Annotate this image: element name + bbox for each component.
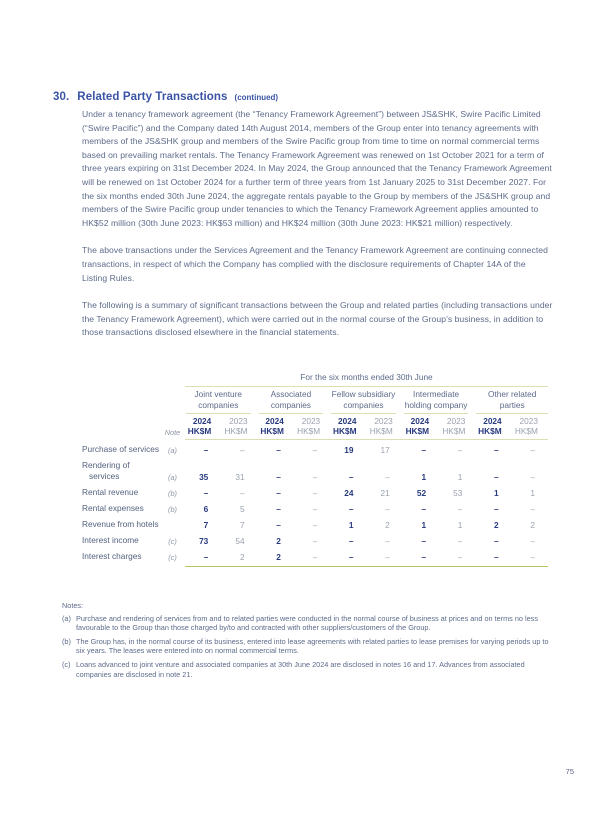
- column-group-label: Fellow subsidiary companies: [331, 387, 396, 414]
- year-header: [330, 414, 366, 439]
- row-label: Interest charges: [82, 551, 142, 561]
- table-row: [82, 501, 548, 517]
- value-cell: 7: [239, 520, 245, 530]
- value-cell: –: [494, 552, 499, 562]
- value-cell: 1: [494, 488, 499, 498]
- value-cell: –: [348, 552, 354, 562]
- value-cell: 17: [380, 445, 390, 455]
- value-cell: –: [203, 445, 209, 455]
- value-cell: –: [312, 504, 318, 514]
- value-cell: –: [385, 504, 390, 514]
- value-cell: 31: [235, 472, 245, 482]
- value-cell: –: [276, 445, 281, 455]
- year-label: 2023: [301, 416, 321, 426]
- value-cell: 2: [385, 520, 390, 530]
- value-cell: 73: [199, 536, 209, 546]
- value-cell: –: [530, 536, 535, 546]
- value-cell: 6: [203, 504, 209, 514]
- value-cell: 2: [494, 520, 499, 530]
- value-cell: 5: [239, 504, 245, 514]
- row-note-ref: (b): [168, 489, 177, 498]
- row-label: Purchase of services: [82, 444, 160, 454]
- note-text: Purchase and rendering of services from and to related parties were conducted in the normal course of business at prices and on terms no less favourable to the Group than those charged by/to and contracted with other suppliers/customers of the Group.: [76, 613, 538, 633]
- table-row: [82, 533, 548, 549]
- value-cell: –: [385, 552, 390, 562]
- value-cell: –: [457, 536, 463, 546]
- value-cell: –: [530, 552, 535, 562]
- column-group-label: Associated companies: [259, 387, 324, 414]
- value-cell: –: [239, 445, 245, 455]
- year-label: 2023: [519, 416, 538, 426]
- row-label: Rendering of services: [82, 460, 130, 481]
- value-cell: 52: [416, 488, 427, 498]
- note-text: The Group has, in the normal course of its business, entered into lease agreements with related parties to lease premises for varying periods up to six years. The leases were entered into on normal commercial terms.: [76, 636, 549, 656]
- unit-label: HK$M: [405, 426, 430, 436]
- value-cell: –: [494, 536, 499, 546]
- table-bottom-rule: [185, 566, 548, 567]
- value-cell: –: [457, 552, 463, 562]
- year-header: [294, 414, 330, 439]
- year-label: 2023: [446, 416, 466, 426]
- value-cell: 24: [344, 488, 354, 498]
- column-group-label: Other related parties: [476, 387, 548, 414]
- value-cell: –: [385, 536, 390, 546]
- value-cell: 1: [421, 520, 427, 530]
- notes-section: [62, 601, 550, 683]
- body-paragraphs: [82, 108, 553, 354]
- notes-title: Notes:: [62, 601, 84, 610]
- year-header: [366, 414, 402, 439]
- value-cell: –: [494, 445, 499, 455]
- value-cell: –: [276, 520, 281, 530]
- value-cell: –: [530, 445, 535, 455]
- unit-label: HK$M: [260, 426, 284, 436]
- year-header: [403, 414, 439, 439]
- value-cell: 53: [453, 488, 463, 498]
- value-cell: 1: [457, 520, 463, 530]
- page-number: 75: [565, 767, 574, 776]
- value-cell: –: [239, 488, 245, 498]
- value-cell: 1: [421, 472, 427, 482]
- value-cell: –: [421, 445, 427, 455]
- section-heading: [53, 91, 278, 103]
- unit-label: HK$M: [514, 426, 538, 436]
- value-cell: 2: [276, 552, 281, 562]
- column-group-header: [475, 387, 548, 414]
- value-cell: 7: [203, 520, 209, 530]
- column-group-header: [258, 387, 331, 414]
- note-ref: (a): [62, 613, 71, 623]
- year-label: 2023: [229, 416, 248, 426]
- year-label: 2023: [374, 416, 393, 426]
- table-body: [82, 440, 548, 565]
- paragraph: Under a tenancy framework agreement (the “Tenancy Framework Agreement”) between JS&SHK, Swire Pacific Limited (“Swire Pacific”) and the Company dated 14th August 2014, members of the Group enter into tenancy agreements with members of the JS&SHK group and members of the Swire Pacific group from time to time on normal commercial terms based on prevailing market rentals. The Tenancy Framework Agreement was renewed on 1st October 2021 for a term of three years expiring on 31st December 2024. In May 2024, the Group announced that the Tenancy Framework Agreement will be renewed on 1st October 2024 for a further term of three years from 1st January 2025 to 31st December 2027. For the six months ended 30th June 2024, the aggregate rentals payable to the Group by members of the JS&SHK group and members of the Swire Pacific group under tenancies to which the Tenancy Framework Agreement applies amounted to HK$52 million (30th June 2023: HK$53 million) and HK$24 million (30th June 2023: HK$21 million) respectively.: [82, 109, 552, 228]
- year-header: [185, 414, 221, 439]
- row-label: Interest income: [82, 535, 139, 545]
- row-note-ref: (a): [168, 473, 177, 482]
- row-note-ref: [160, 528, 185, 533]
- table-row: [82, 549, 548, 565]
- unit-label: HK$M: [478, 426, 502, 436]
- value-cell: –: [530, 504, 535, 514]
- year-label: 2024: [265, 416, 284, 426]
- value-cell: –: [421, 504, 427, 514]
- section-number: 30.: [53, 91, 70, 103]
- unit-label: HK$M: [442, 426, 466, 436]
- value-cell: 2: [530, 520, 535, 530]
- value-cell: 21: [380, 488, 390, 498]
- value-cell: 1: [530, 488, 535, 498]
- value-cell: 2: [239, 552, 245, 562]
- unit-label: HK$M: [187, 426, 212, 436]
- notes-items: [62, 614, 550, 680]
- unit-label: HK$M: [332, 426, 357, 436]
- value-cell: –: [385, 472, 390, 482]
- note-column-header: Note: [164, 428, 181, 437]
- table-row: [82, 458, 548, 485]
- note-item: [62, 614, 550, 633]
- table-years-row: [82, 414, 548, 439]
- note-item: [62, 637, 550, 656]
- unit-label: HK$M: [369, 426, 393, 436]
- row-note-ref: (c): [168, 537, 177, 546]
- value-cell: 1: [348, 520, 354, 530]
- section-title: Related Party Transactions: [77, 91, 228, 103]
- column-group-label: Intermediate holding company: [404, 387, 469, 414]
- value-cell: –: [494, 504, 499, 514]
- value-cell: 35: [199, 472, 209, 482]
- note-text: Loans advanced to joint venture and associated companies at 30th June 2024 are disclosed in notes 16 and 17. Advances from associated companies are disclosed in note 21.: [76, 659, 525, 679]
- note-ref: (b): [62, 636, 71, 646]
- year-label: 2024: [338, 416, 357, 426]
- value-cell: 54: [235, 536, 245, 546]
- unit-label: HK$M: [297, 426, 321, 436]
- value-cell: 1: [457, 472, 463, 482]
- row-label: Rental expenses: [82, 503, 144, 513]
- unit-label: HK$M: [224, 426, 248, 436]
- table-row: [82, 440, 548, 458]
- value-cell: –: [348, 536, 354, 546]
- column-group-label: Joint venture companies: [186, 387, 251, 414]
- year-header: [439, 414, 475, 439]
- value-cell: 19: [344, 445, 354, 455]
- value-cell: –: [203, 552, 209, 562]
- value-cell: –: [312, 488, 318, 498]
- year-label: 2024: [483, 416, 502, 426]
- value-cell: –: [530, 472, 535, 482]
- year-header: [221, 414, 257, 439]
- row-note-ref: (b): [168, 505, 177, 514]
- note-ref: (c): [62, 659, 71, 669]
- column-group-header: [185, 387, 258, 414]
- value-cell: –: [457, 504, 463, 514]
- value-cell: –: [312, 520, 318, 530]
- year-header: [258, 414, 294, 439]
- period-header: For the six months ended 30th June: [185, 372, 548, 387]
- paragraph: The above transactions under the Services Agreement and the Tenancy Framework Agreement are continuing connected transactions, in respect of which the Company has complied with the disclosure requirements of Chapter 14A of the Listing Rules.: [82, 245, 548, 283]
- year-header: [475, 414, 511, 439]
- value-cell: –: [312, 445, 318, 455]
- section-continued-label: (continued): [234, 93, 279, 102]
- value-cell: 2: [276, 536, 281, 546]
- value-cell: –: [276, 488, 281, 498]
- row-note-ref: (a): [168, 446, 177, 455]
- row-note-ref: (c): [168, 553, 177, 562]
- value-cell: –: [312, 472, 318, 482]
- value-cell: –: [348, 504, 354, 514]
- row-label: Rental revenue: [82, 487, 139, 497]
- column-group-header: [330, 387, 403, 414]
- table-row: [82, 517, 548, 533]
- value-cell: –: [276, 504, 281, 514]
- value-cell: –: [276, 472, 281, 482]
- paragraph: The following is a summary of significant transactions between the Group and related parties (including transactions under the Tenancy Framework Agreement), which were carried out in the normal course of the Group’s business, in addition to those transactions disclosed elsewhere in the financial statements.: [82, 300, 553, 338]
- row-label: Revenue from hotels: [82, 519, 159, 529]
- year-header: [512, 414, 548, 439]
- table-groups-row: [82, 387, 548, 414]
- column-group-header: [403, 387, 476, 414]
- value-cell: –: [203, 488, 209, 498]
- year-label: 2024: [192, 416, 212, 426]
- table-period-row: [82, 372, 548, 387]
- value-cell: –: [312, 536, 318, 546]
- value-cell: –: [348, 472, 354, 482]
- note-item: [62, 660, 550, 679]
- value-cell: –: [312, 552, 318, 562]
- table-row: [82, 485, 548, 501]
- value-cell: –: [421, 536, 427, 546]
- related-party-transactions-table: [82, 372, 548, 567]
- year-label: 2024: [410, 416, 430, 426]
- value-cell: –: [457, 445, 463, 455]
- value-cell: –: [421, 552, 427, 562]
- value-cell: –: [494, 472, 499, 482]
